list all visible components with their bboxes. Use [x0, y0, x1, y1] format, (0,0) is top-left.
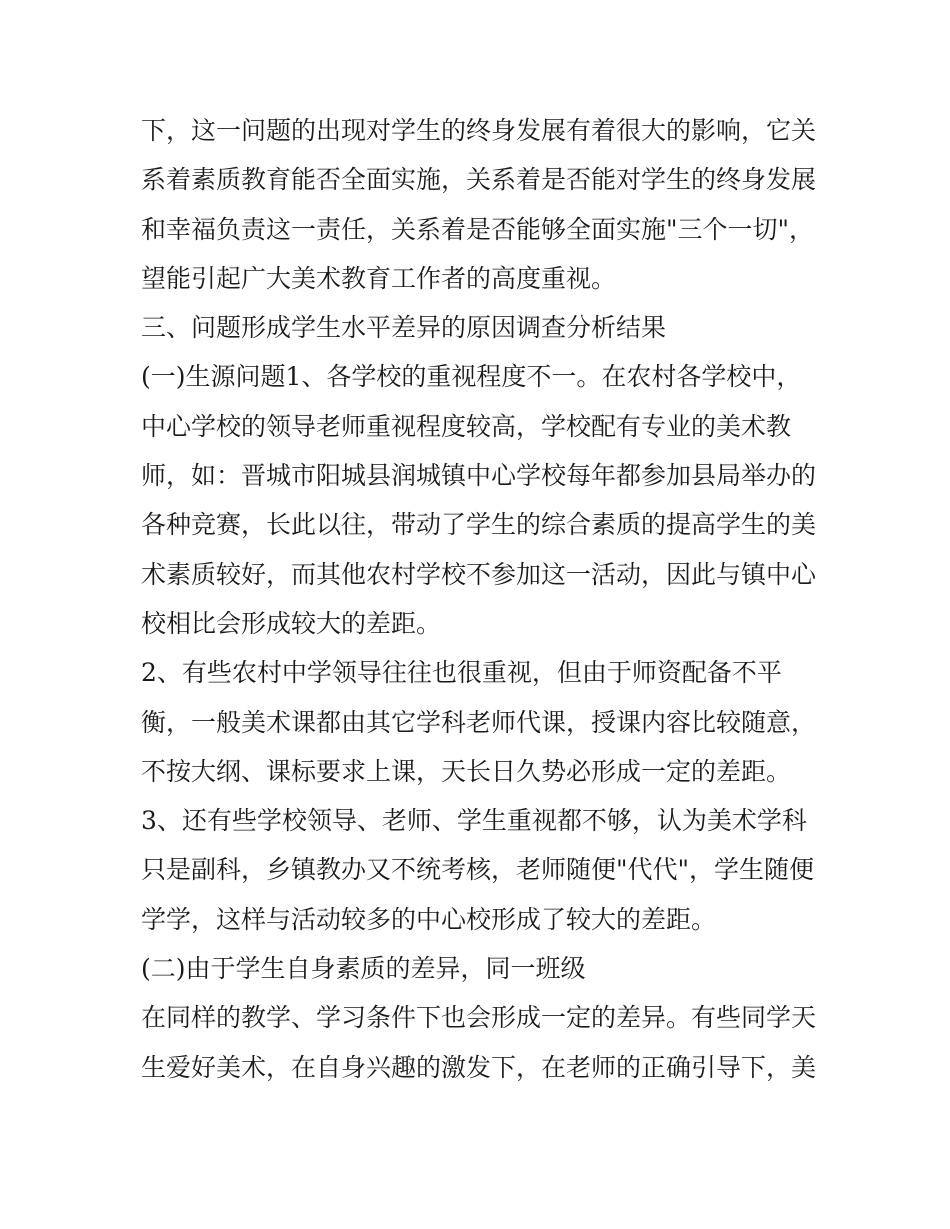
text-line: 不按大纲、课标要求上课，天长日久势必形成一定的差距。: [141, 756, 792, 786]
text-line: 在同样的教学、学习条件下也会形成一定的差异。有些同学天: [141, 1003, 817, 1033]
text-line: 2、有些农村中学领导往往也很重视，但由于师资配备不平: [141, 658, 782, 688]
text-line: 和幸福负责这一责任，关系着是否能够全面实施"三个一切"，: [141, 214, 815, 244]
text-line: 只是副科，乡镇教办又不统考核，老师随便"代代"，学生随便: [141, 855, 815, 885]
text-line: 校相比会形成较大的差距。: [141, 608, 442, 638]
text-line: 衡，一般美术课都由其它学科老师代课，授课内容比较随意，: [141, 707, 817, 737]
text-line: 望能引起广大美术教育工作者的高度重视。: [141, 263, 617, 293]
text-line: 术素质较好，而其他农村学校不参加这一活动，因此与镇中心: [141, 559, 817, 589]
text-line: 学学，这样与活动较多的中心校形成了较大的差距。: [141, 904, 717, 934]
section-heading: 三、问题形成学生水平差异的原因调查分析结果: [141, 313, 667, 343]
document-body: [141, 106, 821, 1092]
text-line: 中心学校的领导老师重视程度较高，学校配有专业的美术教: [141, 411, 792, 441]
text-line: 生爱好美术，在自身兴趣的激发下，在老师的正确引导下，美: [141, 1052, 817, 1082]
text-line: 下，这一问题的出现对学生的终身发展有着很大的影响，它关: [141, 116, 817, 145]
text-line: (一)生源问题1、各学校的重视程度不一。在农村各学校中，: [141, 362, 802, 392]
text-line: 系着素质教育能否全面实施，关系着是否能对学生的终身发展: [141, 165, 817, 195]
subsection-heading: (二)由于学生自身素质的差异，同一班级: [141, 954, 586, 984]
text-line: 师，如：晋城市阳城县润城镇中心学校每年都参加县局举办的: [141, 461, 817, 491]
text-line: 各种竞赛，长此以往，带动了学生的综合素质的提高学生的美: [141, 510, 817, 540]
text-line: 3、还有些学校领导、老师、学生重视都不够，认为美术学科: [141, 806, 807, 836]
